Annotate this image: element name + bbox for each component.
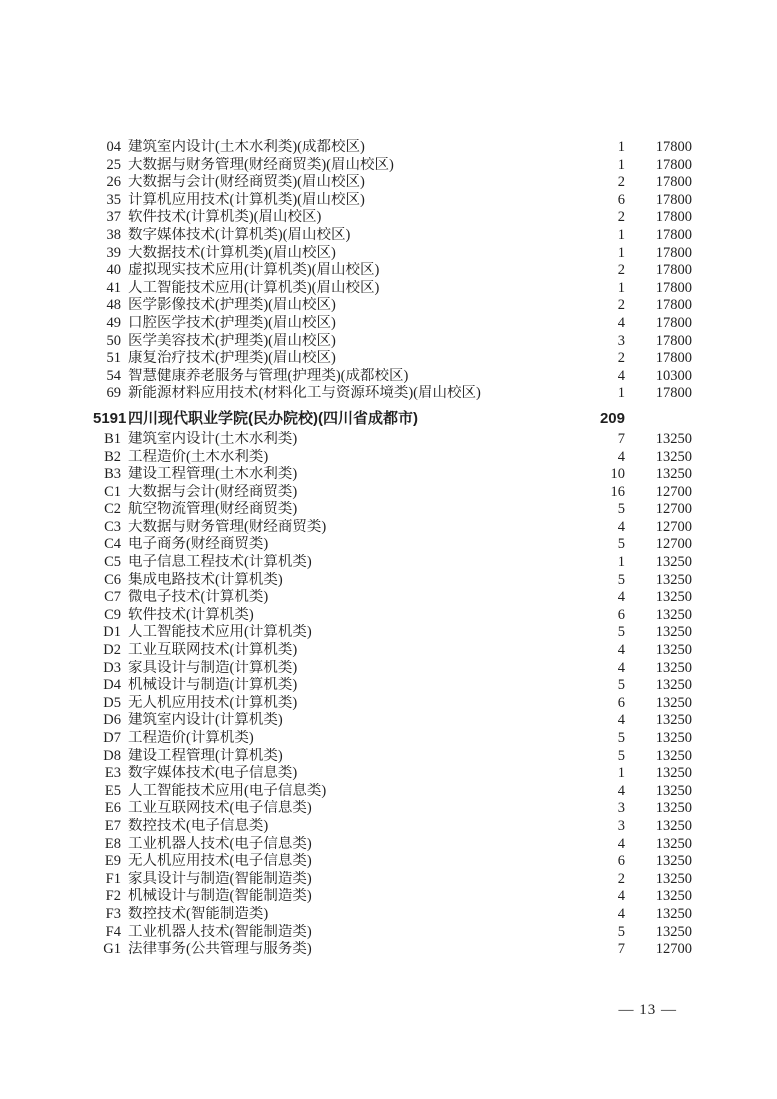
tuition-fee: 13250: [655, 554, 692, 571]
plan-count: 4: [617, 659, 625, 676]
plan-count: 1: [617, 385, 625, 402]
program-name: 集成电路技术(计算机类): [128, 571, 283, 588]
plan-count: 1: [617, 156, 625, 173]
tuition-fee: 12700: [655, 483, 692, 500]
program-row: [93, 888, 692, 906]
plan-count: 10: [610, 466, 625, 483]
program-row: [93, 642, 692, 660]
program-row: [93, 227, 692, 245]
program-name: 大数据与财务管理(财经商贸类)(眉山校区): [128, 156, 394, 173]
tuition-fee: 13250: [655, 624, 692, 641]
program-row: [93, 449, 692, 467]
tuition-fee: 13250: [655, 905, 692, 922]
program-code: 40: [106, 262, 121, 279]
plan-count: 4: [617, 835, 625, 852]
program-name: 数字媒体技术(电子信息类): [128, 765, 298, 782]
tuition-fee: 17800: [655, 350, 692, 367]
program-name: 人工智能技术应用(计算机类): [128, 624, 312, 641]
tuition-fee: 12700: [655, 501, 692, 518]
program-row: [93, 350, 692, 368]
program-name: 工程造价(土木水利类): [128, 448, 269, 465]
program-row: [93, 368, 692, 386]
tuition-fee: 17800: [655, 332, 692, 349]
plan-count: 4: [617, 314, 625, 331]
plan-count: 4: [617, 642, 625, 659]
tuition-fee: 13250: [655, 694, 692, 711]
plan-count: 5: [617, 624, 625, 641]
tuition-fee: 13250: [655, 853, 692, 870]
program-name: 软件技术(计算机类)(眉山校区): [128, 209, 322, 226]
plan-count: 4: [617, 589, 625, 606]
plan-count: 1: [617, 139, 625, 155]
plan-count: 1: [617, 226, 625, 243]
program-code: 26: [106, 174, 121, 191]
program-code: 35: [106, 191, 121, 208]
tuition-fee: 13250: [655, 888, 692, 905]
institution-name: 四川现代职业学院(民办院校)(四川省成都市): [128, 409, 418, 427]
program-row: [93, 800, 692, 818]
page-footer: [0, 1002, 677, 1019]
program-code: 39: [106, 244, 121, 261]
tuition-fee: 17800: [655, 226, 692, 243]
plan-count: 1: [617, 279, 625, 296]
program-row: [93, 262, 692, 280]
program-code: E8: [104, 835, 121, 852]
program-name: 虚拟现实技术应用(计算机类)(眉山校区): [128, 262, 380, 279]
plan-count: 7: [617, 430, 625, 447]
program-code: D1: [103, 624, 121, 641]
program-name: 无人机应用技术(计算机类): [128, 694, 298, 711]
program-code: D4: [103, 677, 121, 694]
tuition-fee: 17800: [655, 262, 692, 279]
program-code: E3: [104, 765, 121, 782]
program-code: D2: [103, 642, 121, 659]
tuition-fee: 13250: [655, 800, 692, 817]
program-row: [93, 554, 692, 572]
institution-plan-total: 209: [599, 409, 625, 427]
program-row: [93, 906, 692, 924]
program-name: 数控技术(电子信息类): [128, 817, 269, 834]
plan-count: 4: [617, 888, 625, 905]
program-row: [93, 484, 692, 502]
program-name: 工程造价(计算机类): [128, 730, 254, 746]
program-row: [93, 333, 692, 351]
plan-count: 2: [617, 174, 625, 191]
tuition-fee: 17800: [655, 191, 692, 208]
plan-count: 3: [617, 800, 625, 817]
plan-count: 16: [610, 483, 625, 500]
program-code: B3: [104, 466, 121, 483]
plan-count: 2: [617, 297, 625, 314]
tuition-fee: 13250: [655, 835, 692, 852]
plan-count: 2: [617, 262, 625, 279]
program-code: C2: [104, 501, 121, 518]
program-name: 医学影像技术(护理类)(眉山校区): [128, 297, 336, 314]
program-row: [93, 157, 692, 175]
program-name: 大数据与财务管理(财经商贸类): [128, 518, 327, 535]
tuition-fee: 13250: [655, 870, 692, 887]
program-code: F1: [105, 870, 121, 887]
program-code: C3: [104, 518, 121, 535]
program-row: [93, 941, 692, 959]
program-row: [93, 712, 692, 730]
tuition-fee: 13250: [655, 765, 692, 782]
program-row: [93, 853, 692, 871]
program-name: 大数据与会计(财经商贸类)(眉山校区): [128, 174, 365, 191]
program-code: 04: [106, 139, 121, 155]
program-code: 69: [106, 385, 121, 402]
program-name: 工业机器人技术(智能制造类): [128, 923, 312, 940]
plan-count: 7: [617, 941, 625, 958]
program-row: [93, 589, 692, 607]
program-name: 软件技术(计算机类): [128, 606, 254, 623]
program-name: 航空物流管理(财经商贸类): [128, 501, 298, 518]
tuition-fee: 10300: [655, 367, 692, 384]
tuition-fee: 13250: [655, 730, 692, 746]
program-code: D3: [103, 659, 121, 676]
program-code: 49: [106, 314, 121, 331]
program-code: C7: [104, 589, 121, 606]
program-code: C4: [104, 536, 121, 553]
program-name: 数字媒体技术(计算机类)(眉山校区): [128, 226, 351, 243]
program-code: G1: [103, 941, 121, 958]
program-code: 38: [106, 226, 121, 243]
program-row: [93, 607, 692, 625]
institution-header-row: [93, 409, 692, 429]
program-row: [93, 192, 692, 210]
program-code: C5: [104, 554, 121, 571]
program-name: 新能源材料应用技术(材料化工与资源环境类)(眉山校区): [128, 385, 481, 402]
program-code: E7: [104, 817, 121, 834]
program-row: [93, 572, 692, 590]
program-name: 计算机应用技术(计算机类)(眉山校区): [128, 191, 365, 208]
tuition-fee: 17800: [655, 314, 692, 331]
program-code: 54: [106, 367, 121, 384]
program-code: D7: [103, 730, 121, 746]
plan-count: 3: [617, 817, 625, 834]
program-row: [93, 139, 692, 157]
plan-count: 1: [617, 554, 625, 571]
program-name: 家具设计与制造(智能制造类): [128, 870, 312, 887]
plan-count: 2: [617, 209, 625, 226]
tuition-fee: 17800: [655, 297, 692, 314]
plan-count: 5: [617, 730, 625, 746]
program-name: 建筑室内设计(土木水利类)(成都校区): [128, 139, 365, 155]
tuition-fee: 17800: [655, 279, 692, 296]
tuition-fee: 12700: [655, 941, 692, 958]
program-name: 无人机应用技术(电子信息类): [128, 853, 312, 870]
program-row: [93, 818, 692, 836]
plan-count: 4: [617, 782, 625, 799]
tuition-fee: 17800: [655, 385, 692, 402]
program-row: [93, 245, 692, 263]
program-name: 医学美容技术(护理类)(眉山校区): [128, 332, 336, 349]
plan-count: 5: [617, 536, 625, 553]
tuition-fee: 12700: [655, 518, 692, 535]
program-name: 法律事务(公共管理与服务类): [128, 941, 312, 958]
program-row: [93, 871, 692, 889]
program-row: [93, 677, 692, 695]
tuition-fee: 13250: [655, 642, 692, 659]
tuition-fee: [625, 409, 692, 429]
tuition-fee: 17800: [655, 209, 692, 226]
tuition-fee: 17800: [655, 156, 692, 173]
program-name: 建设工程管理(计算机类): [128, 747, 283, 764]
program-code: F2: [105, 888, 121, 905]
program-name: 大数据技术(计算机类)(眉山校区): [128, 244, 336, 261]
program-name: 微电子技术(计算机类): [128, 589, 269, 606]
program-row: [93, 385, 692, 403]
program-code: 51: [106, 350, 121, 367]
program-row: [93, 431, 692, 449]
program-name: 人工智能技术应用(计算机类)(眉山校区): [128, 279, 380, 296]
tuition-fee: 17800: [655, 244, 692, 261]
program-name: 建筑室内设计(土木水利类): [128, 430, 298, 447]
plan-count: 4: [617, 712, 625, 729]
program-name: 建设工程管理(土木水利类): [128, 466, 298, 483]
program-name: 电子信息工程技术(计算机类): [128, 554, 312, 571]
program-name: 机械设计与制造(智能制造类): [128, 888, 312, 905]
program-row: [93, 174, 692, 192]
program-row: [93, 315, 692, 333]
program-code: 41: [106, 279, 121, 296]
tuition-fee: 13250: [655, 589, 692, 606]
program-name: 康复治疗技术(护理类)(眉山校区): [128, 350, 336, 367]
plan-count: 6: [617, 606, 625, 623]
tuition-fee: 17800: [655, 174, 692, 191]
plan-count: 6: [617, 191, 625, 208]
program-code: C9: [104, 606, 121, 623]
plan-count: 5: [617, 677, 625, 694]
plan-count: 2: [617, 870, 625, 887]
program-name: 工业互联网技术(电子信息类): [128, 800, 312, 817]
program-row: [93, 624, 692, 642]
program-row: [93, 924, 692, 942]
tuition-fee: 13250: [655, 430, 692, 447]
program-code: E5: [104, 782, 121, 799]
page-number: — 13 —: [618, 1002, 677, 1018]
tuition-fee: 13250: [655, 466, 692, 483]
plan-count: 4: [617, 905, 625, 922]
program-name: 智慧健康养老服务与管理(护理类)(成都校区): [128, 367, 409, 384]
program-table: [93, 139, 692, 959]
program-code: C1: [104, 483, 121, 500]
program-row: [93, 695, 692, 713]
program-row: [93, 209, 692, 227]
tuition-fee: 13250: [655, 448, 692, 465]
program-row: [93, 836, 692, 854]
program-code: E9: [104, 853, 121, 870]
plan-count: 1: [617, 244, 625, 261]
tuition-fee: 13250: [655, 782, 692, 799]
program-row: [93, 660, 692, 678]
program-name: 工业机器人技术(电子信息类): [128, 835, 312, 852]
program-code: E6: [104, 800, 121, 817]
program-code: 48: [106, 297, 121, 314]
program-row: [93, 501, 692, 519]
program-name: 数控技术(智能制造类): [128, 905, 269, 922]
plan-count: 5: [617, 747, 625, 764]
program-code: B2: [104, 448, 121, 465]
program-row: [93, 466, 692, 484]
program-code: D6: [103, 712, 121, 729]
program-code: B1: [104, 430, 121, 447]
tuition-fee: 13250: [655, 571, 692, 588]
tuition-fee: 13250: [655, 747, 692, 764]
plan-count: 5: [617, 501, 625, 518]
program-name: 机械设计与制造(计算机类): [128, 677, 298, 694]
program-row: [93, 765, 692, 783]
program-row: [93, 536, 692, 554]
plan-count: 5: [617, 923, 625, 940]
program-name: 大数据与会计(财经商贸类): [128, 483, 298, 500]
program-code: 37: [106, 209, 121, 226]
plan-count: 5: [617, 571, 625, 588]
program-code: 50: [106, 332, 121, 349]
tuition-fee: 13250: [655, 923, 692, 940]
institution-code: 5191: [93, 409, 127, 427]
program-name: 电子商务(财经商贸类): [128, 536, 269, 553]
program-name: 家具设计与制造(计算机类): [128, 659, 298, 676]
plan-count: 4: [617, 518, 625, 535]
program-name: 工业互联网技术(计算机类): [128, 642, 298, 659]
program-row: [93, 280, 692, 298]
program-name: 建筑室内设计(计算机类): [128, 712, 283, 729]
tuition-fee: 13250: [655, 712, 692, 729]
program-code: D5: [103, 694, 121, 711]
plan-count: 6: [617, 694, 625, 711]
program-code: 25: [106, 156, 121, 173]
tuition-fee: 12700: [655, 536, 692, 553]
program-code: F3: [105, 905, 121, 922]
program-code: D8: [103, 747, 121, 764]
program-row: [93, 297, 692, 315]
program-code: C6: [104, 571, 121, 588]
tuition-fee: 13250: [655, 606, 692, 623]
tuition-fee: 17800: [655, 139, 692, 155]
program-name: 人工智能技术应用(电子信息类): [128, 782, 327, 799]
tuition-fee: 13250: [655, 817, 692, 834]
tuition-fee: 13250: [655, 677, 692, 694]
plan-count: 4: [617, 367, 625, 384]
program-name: 口腔医学技术(护理类)(眉山校区): [128, 314, 336, 331]
program-code: F4: [105, 923, 121, 940]
program-row: [93, 730, 692, 748]
plan-count: 4: [617, 448, 625, 465]
plan-count: 3: [617, 332, 625, 349]
plan-count: 1: [617, 765, 625, 782]
program-row: [93, 783, 692, 801]
plan-count: 2: [617, 350, 625, 367]
plan-count: 6: [617, 853, 625, 870]
tuition-fee: 13250: [655, 659, 692, 676]
program-row: [93, 519, 692, 537]
program-row: [93, 748, 692, 766]
